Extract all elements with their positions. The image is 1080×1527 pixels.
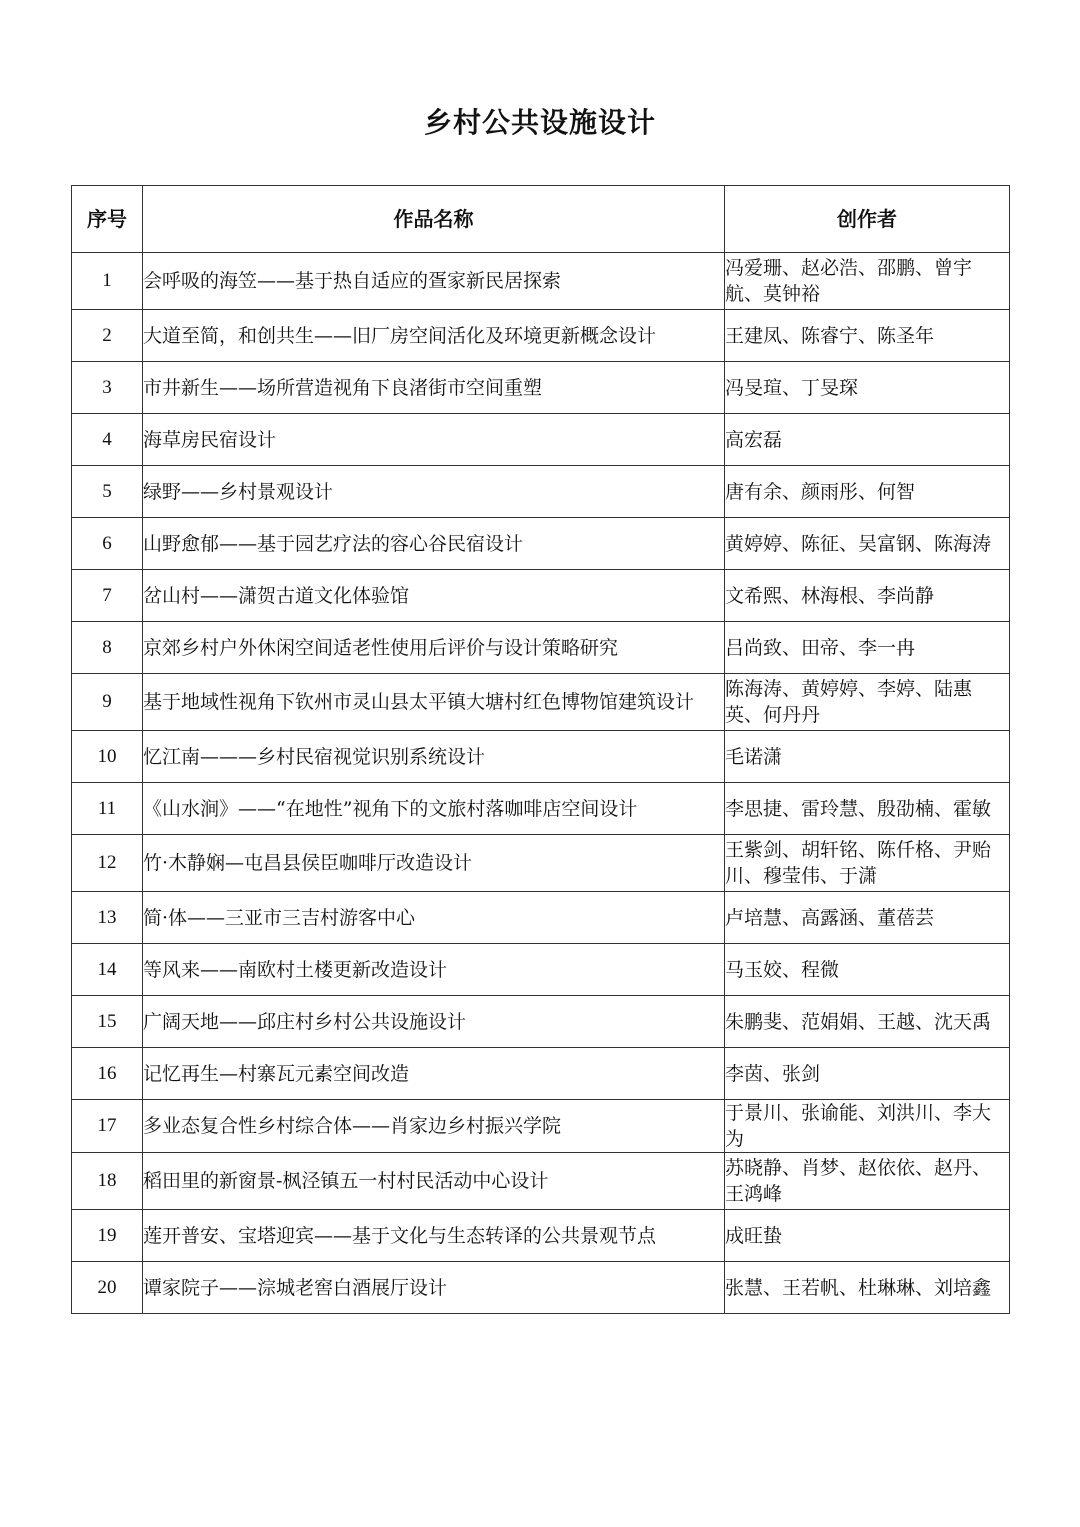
work-title: 记忆再生—村寨瓦元素空间改造 [143,1048,725,1100]
work-title: 简·体——三亚市三吉村游客中心 [143,892,725,944]
creators: 黄婷婷、陈征、吴富钢、陈海涛 [725,518,1010,570]
table-row [72,835,1010,892]
table-row [72,622,1010,674]
row-number: 17 [72,1100,143,1153]
work-title: 海草房民宿设计 [143,414,725,466]
creators: 李茵、张剑 [725,1048,1010,1100]
creators: 张慧、王若帆、杜琳琳、刘培鑫 [725,1262,1010,1314]
table-row [72,362,1010,414]
creators: 马玉姣、程微 [725,944,1010,996]
table-row [72,518,1010,570]
creators: 王紫剑、胡轩铭、陈仟格、尹贻川、穆莹伟、于潇 [725,835,1010,892]
row-number: 6 [72,518,143,570]
table-row [72,674,1010,731]
creators: 冯爱珊、赵必浩、邵鹏、曾宇航、莫钟裕 [725,253,1010,310]
work-title: 莲开普安、宝塔迎宾——基于文化与生态转译的公共景观节点 [143,1210,725,1262]
creators: 唐有余、颜雨彤、何智 [725,466,1010,518]
table-row [72,466,1010,518]
row-number: 14 [72,944,143,996]
table-row [72,1048,1010,1100]
work-title: 市井新生——场所营造视角下良渚街市空间重塑 [143,362,725,414]
row-number: 4 [72,414,143,466]
table-row [72,892,1010,944]
work-title: 谭家院子——淙城老窖白酒展厅设计 [143,1262,725,1314]
work-title: 稻田里的新窗景-枫泾镇五一村村民活动中心设计 [143,1153,725,1210]
header-work-title: 作品名称 [143,186,725,253]
row-number: 1 [72,253,143,310]
creators: 李思捷、雷玲慧、殷劭楠、霍敏 [725,783,1010,835]
creators: 苏晓静、肖梦、赵依依、赵丹、王鸿峰 [725,1153,1010,1210]
table-row [72,253,1010,310]
row-number: 19 [72,1210,143,1262]
row-number: 18 [72,1153,143,1210]
table-row [72,1100,1010,1153]
work-title: 京郊乡村户外休闲空间适老性使用后评价与设计策略研究 [143,622,725,674]
creators: 卢培慧、高露涵、董蓓芸 [725,892,1010,944]
work-title: 绿野——乡村景观设计 [143,466,725,518]
works-table [71,185,1010,1314]
row-number: 7 [72,570,143,622]
row-number: 12 [72,835,143,892]
creators: 朱鹏斐、范娟娟、王越、沈天禹 [725,996,1010,1048]
work-title: 大道至简，和创共生——旧厂房空间活化及环境更新概念设计 [143,310,725,362]
work-title: 基于地域性视角下钦州市灵山县太平镇大塘村红色博物馆建筑设计 [143,674,725,731]
table-row [72,1153,1010,1210]
work-title: 多业态复合性乡村综合体——肖家边乡村振兴学院 [143,1100,725,1153]
creators: 成旺蛰 [725,1210,1010,1262]
table-row [72,570,1010,622]
creators: 高宏磊 [725,414,1010,466]
work-title: 山野愈郁——基于园艺疗法的容心谷民宿设计 [143,518,725,570]
table-row [72,1262,1010,1314]
work-title: 等风来——南欧村土楼更新改造设计 [143,944,725,996]
creators: 文希熙、林海根、李尚静 [725,570,1010,622]
creators: 冯旻瑄、丁旻琛 [725,362,1010,414]
row-number: 3 [72,362,143,414]
work-title: 广阔天地——邱庄村乡村公共设施设计 [143,996,725,1048]
table-row [72,783,1010,835]
table-row [72,731,1010,783]
row-number: 8 [72,622,143,674]
row-number: 5 [72,466,143,518]
creators: 于景川、张谕能、刘洪川、李大为 [725,1100,1010,1153]
work-title: 《山水涧》——“在地性”视角下的文旅村落咖啡店空间设计 [143,783,725,835]
page-title: 乡村公共设施设计 [423,106,656,139]
creators: 吕尚致、田帝、李一冉 [725,622,1010,674]
work-title: 岔山村——潇贺古道文化体验馆 [143,570,725,622]
row-number: 16 [72,1048,143,1100]
work-title: 会呼吸的海笠——基于热自适应的疍家新民居探索 [143,253,725,310]
work-title: 竹·木静娴—屯昌县侯臣咖啡厅改造设计 [143,835,725,892]
creators: 王建凤、陈睿宁、陈圣年 [725,310,1010,362]
table-row [72,1210,1010,1262]
table-row [72,996,1010,1048]
row-number: 13 [72,892,143,944]
table-header-row [72,186,1010,253]
row-number: 10 [72,731,143,783]
creators: 毛诺潇 [725,731,1010,783]
row-number: 11 [72,783,143,835]
table-row [72,310,1010,362]
row-number: 9 [72,674,143,731]
table-row [72,944,1010,996]
table-row [72,414,1010,466]
work-title: 忆江南———乡村民宿视觉识别系统设计 [143,731,725,783]
creators: 陈海涛、黄婷婷、李婷、陆惠英、何丹丹 [725,674,1010,731]
row-number: 2 [72,310,143,362]
header-serial-number: 序号 [72,186,143,253]
row-number: 20 [72,1262,143,1314]
row-number: 15 [72,996,143,1048]
header-creators: 创作者 [725,186,1010,253]
